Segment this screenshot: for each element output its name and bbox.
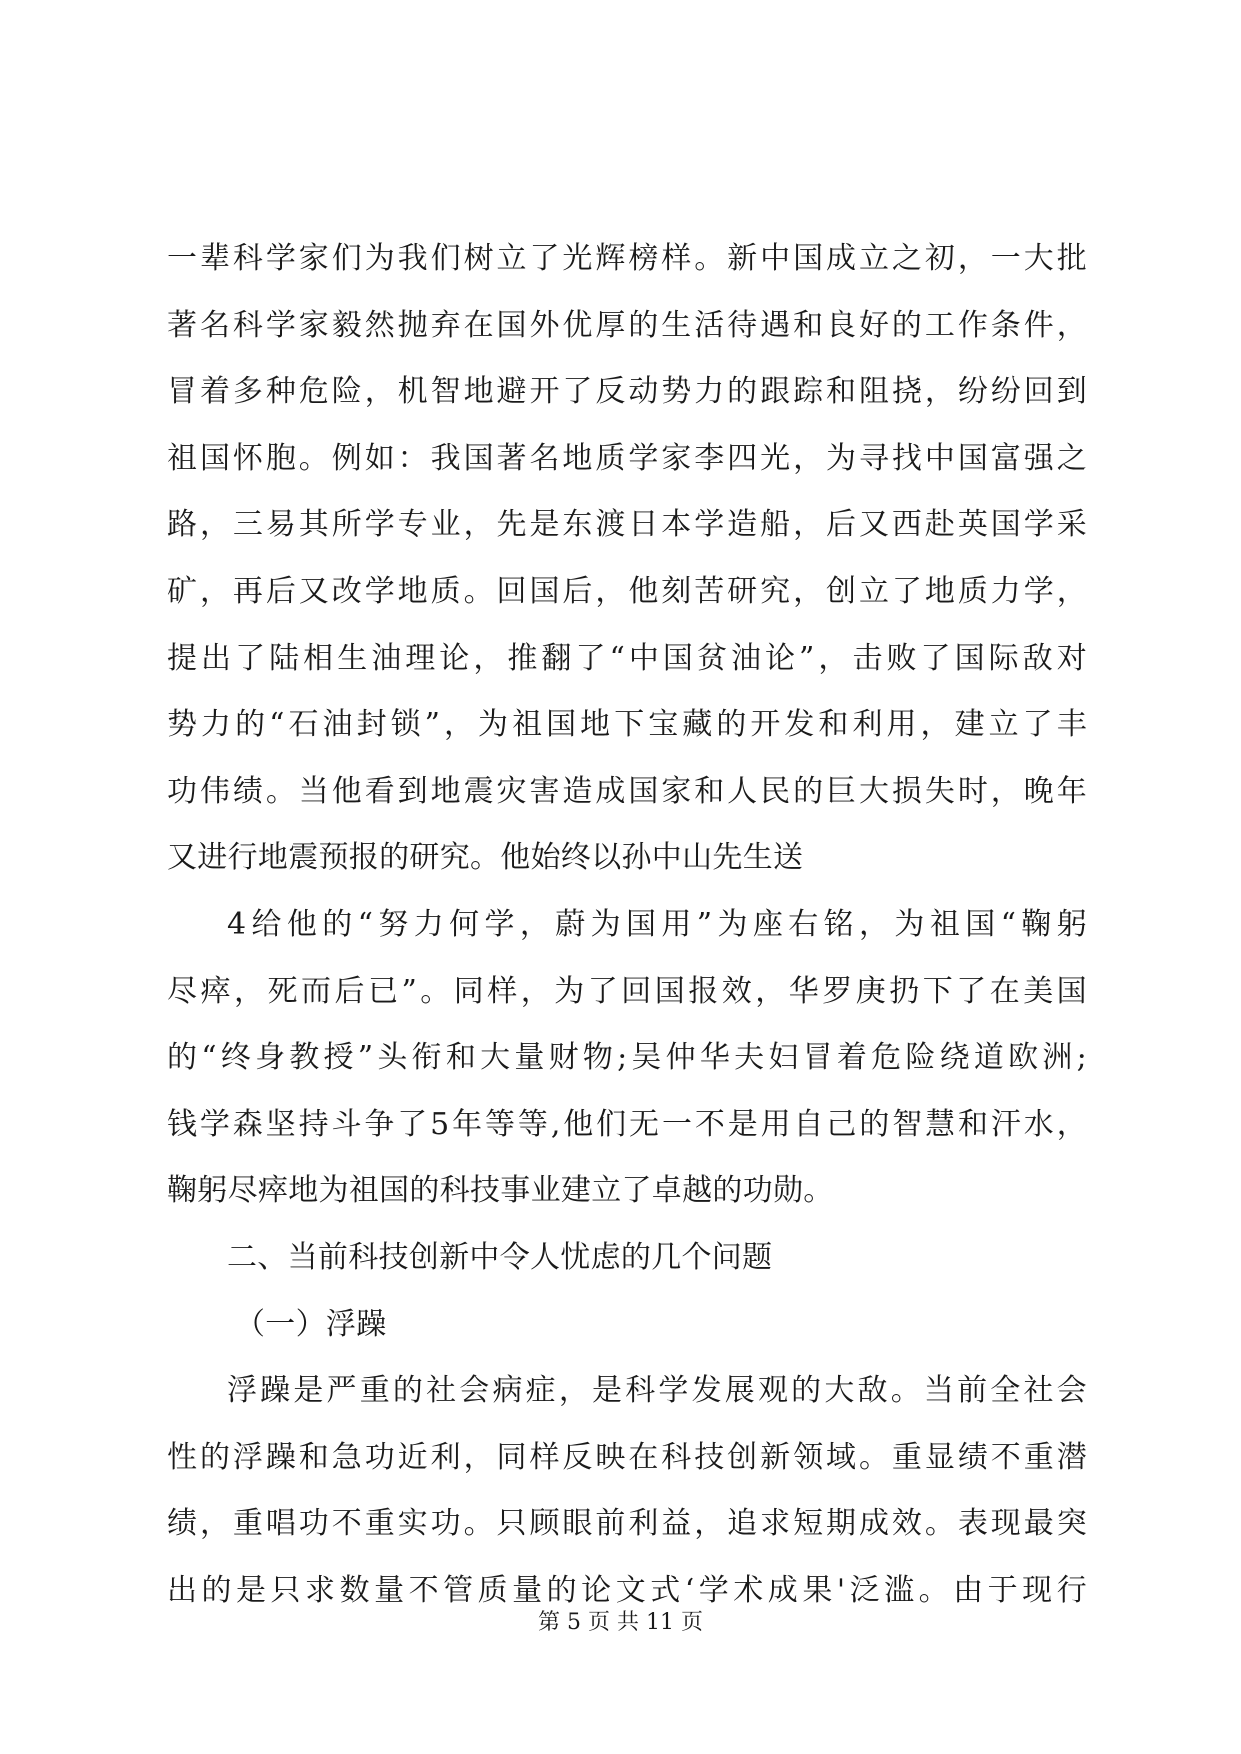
text-line: 浮躁是严重的社会病症，是科学发展观的大敌。当前全社会 bbox=[227, 1373, 1087, 1409]
subsection-heading: （一）浮躁 bbox=[235, 1306, 387, 1342]
text-line: 功伟绩。当他看到地震灾害造成国家和人民的巨大损失时，晚年 bbox=[167, 773, 1087, 809]
page-footer bbox=[0, 1605, 1241, 1636]
text-line: 矿，再后又改学地质。回国后，他刻苦研究，创立了地质力学， bbox=[167, 573, 1087, 609]
text-line: 冒着多种危险，机智地避开了反动势力的跟踪和阻挠，纷纷回到 bbox=[167, 374, 1087, 410]
text-line: 出的是只求数量不管质量的论文式‘学术成果'泛滥。由于现行 bbox=[167, 1572, 1087, 1608]
text-line: 的“终身教授”头衔和大量财物;吴仲华夫妇冒着危险绕道欧洲; bbox=[167, 1040, 1087, 1076]
section-heading: 二、当前科技创新中令人忧虑的几个问题 bbox=[227, 1239, 773, 1275]
text-line: 著名科学家毅然抛弃在国外优厚的生活待遇和良好的工作条件， bbox=[167, 307, 1087, 343]
text-line: 鞠躬尽瘁地为祖国的科技事业建立了卓越的功勋。 bbox=[167, 1173, 834, 1209]
text-line: 路，三易其所学专业，先是东渡日本学造船，后又西赴英国学采 bbox=[167, 507, 1087, 543]
body-text bbox=[167, 226, 1087, 1624]
text-line: 提出了陆相生油理论，推翻了“中国贫油论”，击败了国际敌对 bbox=[167, 640, 1087, 676]
text-line: 祖国怀胞。例如：我国著名地质学家李四光，为寻找中国富强之 bbox=[167, 440, 1087, 476]
text-line: 绩，重唱功不重实功。只顾眼前利益，追求短期成效。表现最突 bbox=[167, 1506, 1087, 1542]
text-line: 又进行地震预报的研究。他始终以孙中山先生送 bbox=[167, 840, 804, 876]
text-line: 尽瘁，死而后已”。同样，为了回国报效，华罗庚扔下了在美国 bbox=[167, 973, 1087, 1009]
text-line: 性的浮躁和急功近利，同样反映在科技创新领域。重显绩不重潜 bbox=[167, 1439, 1087, 1475]
text-line: 钱学森坚持斗争了5年等等,他们无一不是用自己的智慧和汗水， bbox=[167, 1106, 1087, 1142]
text-line: 势力的“石油封锁”，为祖国地下宝藏的开发和利用，建立了丰 bbox=[167, 707, 1087, 743]
text-line: 一辈科学家们为我们树立了光辉榜样。新中国成立之初，一大批 bbox=[167, 241, 1087, 276]
text-line: 4给他的“努力何学，蔚为国用”为座右铭，为祖国“鞠躬 bbox=[227, 906, 1087, 942]
page-number-label: 第 5 页 共 11 页 bbox=[538, 1610, 703, 1635]
